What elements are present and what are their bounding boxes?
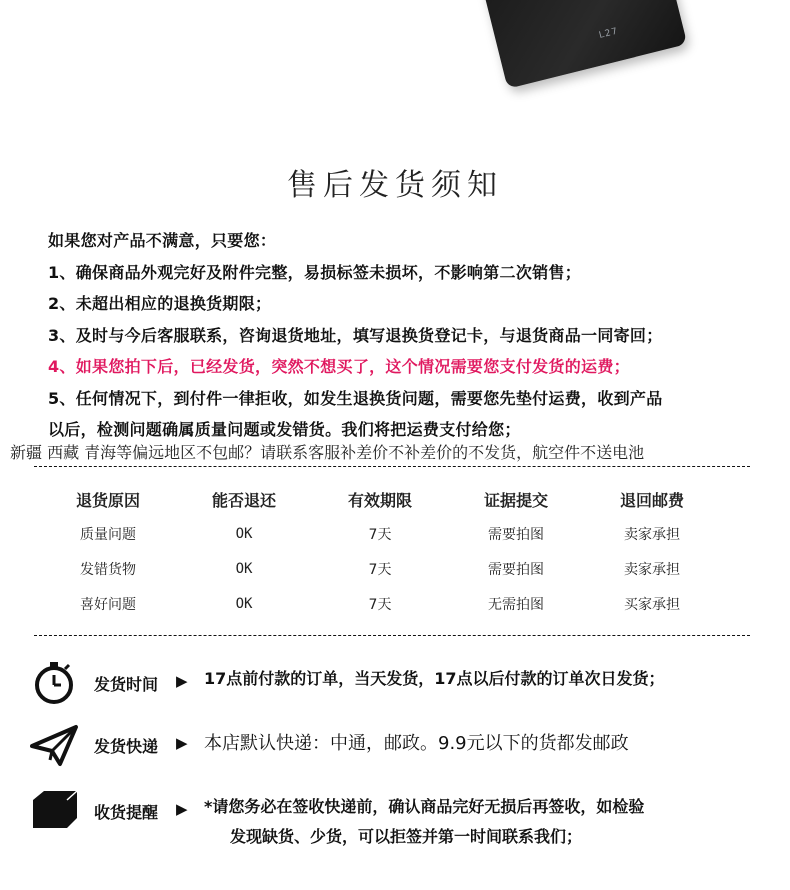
rule-item: 以后，检测问题确属质量问题或发错货。我们将把运费支付给您； — [48, 420, 521, 439]
cell-reason: 发错货物 — [80, 561, 136, 578]
return-rules — [48, 225, 768, 446]
cell-period: 7天 — [368, 596, 392, 613]
column-header: 有效期限 — [347, 490, 412, 510]
cell-evidence: 需要拍图 — [488, 561, 544, 578]
page-title: 售后发货须知 — [287, 168, 503, 203]
cell-shipping: 买家承担 — [624, 596, 680, 613]
table-row — [40, 516, 720, 551]
rule-item: 5、任何情况下，到付件一律拒收，如发生退换货问题，需要您先垫付运费，收到产品 — [48, 388, 663, 408]
cell-shipping: 卖家承担 — [624, 561, 680, 578]
column-header: 退回邮费 — [619, 490, 684, 510]
play-arrow-icon: ▶ — [176, 734, 188, 752]
info-receipt-reminder — [30, 788, 770, 858]
return-policy-table — [40, 482, 720, 621]
cell-evidence: 需要拍图 — [488, 526, 544, 543]
paper-plane-icon — [30, 722, 80, 768]
info-label: 收货提醒 — [94, 803, 159, 822]
info-text-line: *请您务必在签收快递前，确认商品完好无损后再签收，如检验 — [204, 797, 645, 816]
play-arrow-icon: ▶ — [176, 672, 188, 690]
info-text-line: 发现缺货、少货，可以拒签并第一时间联系我们； — [230, 827, 583, 846]
divider — [34, 466, 750, 467]
cell-shipping: 卖家承担 — [624, 526, 680, 543]
info-text: 本店默认快递：中通，邮政。9.9元以下的货都发邮政 — [204, 733, 629, 754]
play-arrow-icon: ▶ — [176, 800, 188, 818]
column-header: 证据提交 — [483, 490, 548, 510]
product-label: L27 — [598, 26, 620, 41]
cell-period: 7天 — [368, 561, 392, 578]
rule-item: 1、确保商品外观完好及附件完整，易损标签未损坏，不影响第二次销售； — [48, 262, 582, 282]
divider — [34, 635, 750, 636]
remote-area-notice: 新疆 西藏 青海等偏远地区不包邮？请联系客服补差价不补差价的不发货，航空件不送电池 — [10, 443, 645, 462]
clock-icon — [30, 660, 80, 706]
info-label: 发货快递 — [94, 737, 159, 756]
rule-item: 2、未超出相应的退换货期限； — [48, 294, 272, 313]
cell-reason: 喜好问题 — [80, 596, 136, 613]
cell-evidence: 无需拍图 — [488, 596, 544, 613]
rule-item: 3、及时与今后客服联系，咨询退货地址，填写退换货登记卡，与退货商品一同寄回； — [48, 325, 663, 345]
column-header: 退货原因 — [75, 490, 140, 510]
product-image — [482, 0, 688, 89]
table-header-row — [40, 482, 720, 516]
info-courier — [30, 722, 770, 772]
info-text-block — [204, 792, 644, 852]
rule-item-highlight: 4、如果您拍下后，已经发货，突然不想买了，这个情况需要您支付发货的运费； — [48, 357, 630, 376]
info-label: 发货时间 — [94, 675, 159, 694]
info-shipping-time — [30, 660, 770, 710]
cell-period: 7天 — [368, 526, 392, 543]
rules-intro: 如果您对产品不满意，只要您： — [48, 231, 277, 250]
cell-returnable: OK — [235, 525, 253, 542]
box-icon — [30, 788, 80, 834]
cell-reason: 质量问题 — [80, 526, 136, 543]
table-row — [40, 586, 720, 621]
column-header: 能否退还 — [211, 490, 276, 510]
info-text: 17点前付款的订单，当天发货，17点以后付款的订单次日发货； — [204, 669, 665, 688]
table-row — [40, 551, 720, 586]
cell-returnable: OK — [235, 560, 253, 577]
cell-returnable: OK — [235, 595, 253, 612]
